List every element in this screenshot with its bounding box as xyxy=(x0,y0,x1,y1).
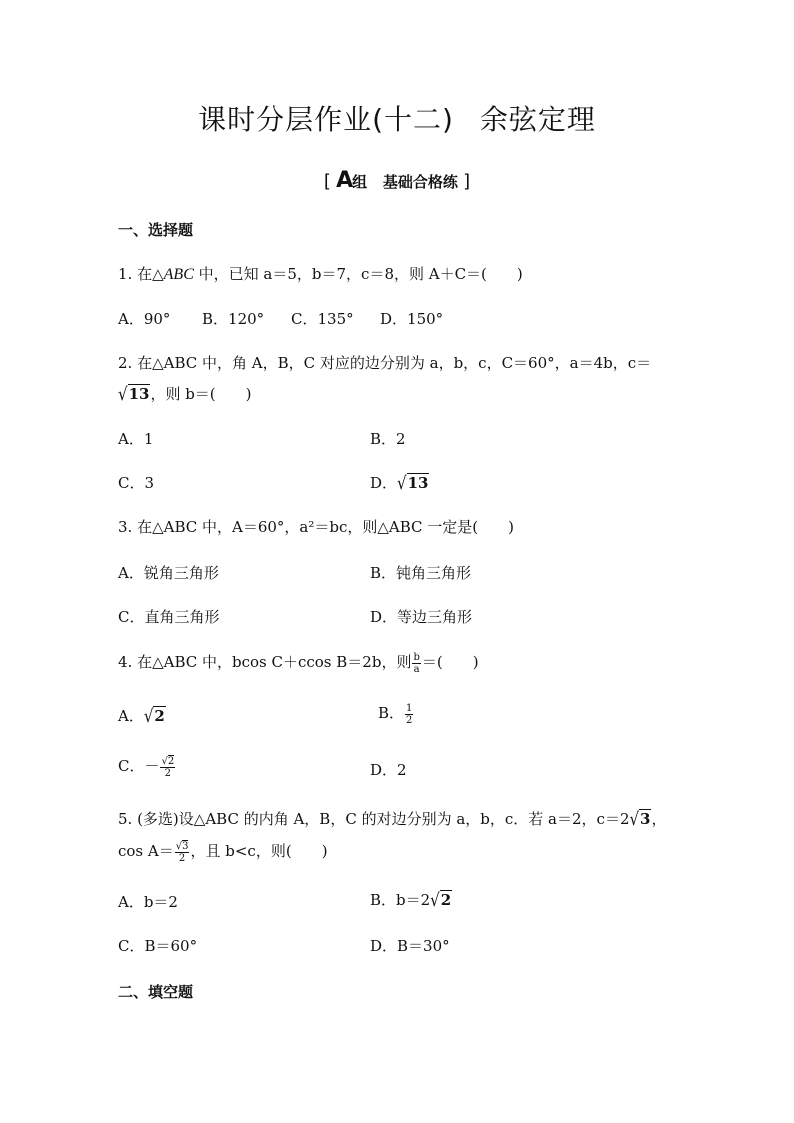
q4-option-d: D．2 xyxy=(370,761,407,779)
q5-frac-num: √3 xyxy=(175,840,189,852)
q2-line2-text: ，则 b＝( xyxy=(150,385,216,403)
q5-frac-den: 2 xyxy=(178,852,186,864)
q2-option-d xyxy=(370,472,429,493)
q5-option-d: D．B＝30° xyxy=(370,937,450,955)
question-1 xyxy=(118,263,523,284)
q4-option-c-label: C．－ xyxy=(118,757,160,775)
q5-option-c: C．B＝60° xyxy=(118,937,198,955)
q4-option-a-arg: 2 xyxy=(154,707,165,725)
q1-option-b: B．120° xyxy=(202,310,265,328)
q1-cond: a＝5，b＝7，c＝8，则 A＋C＝( xyxy=(263,265,487,283)
q2-option-c: C．3 xyxy=(118,474,155,492)
title-main: 课时分层作业(十二) xyxy=(198,103,454,136)
q2-option-d-label: D． xyxy=(370,474,398,492)
group-label: 组 xyxy=(352,173,368,191)
q4-option-c-arg: 2 xyxy=(167,755,175,767)
q4-option-c xyxy=(118,755,176,779)
group-open-bracket: [ xyxy=(323,171,331,192)
section-heading-fill: 二、填空题 xyxy=(118,983,194,1001)
q3-option-d: D．等边三角形 xyxy=(370,608,473,626)
q5-frac-num-arg: 3 xyxy=(182,840,189,852)
question-2-line-1: 2. 在△ABC 中，角 A，B，C 对应的边分别为 a，b，c，C＝60°，a＝4b，c＝ xyxy=(118,354,652,372)
q5-sqrt-3-arg: 3 xyxy=(640,810,651,828)
q3-close: ) xyxy=(508,518,514,536)
q4-option-a-label: A． xyxy=(118,707,144,725)
question-5-line-1 xyxy=(118,808,667,829)
q5-line1-end: ， xyxy=(651,810,667,828)
q4-option-c-den: 2 xyxy=(164,767,172,779)
q4-option-b-num: 1 xyxy=(406,702,413,714)
q2-sqrt-arg: 13 xyxy=(128,385,150,403)
group-close-bracket: ] xyxy=(463,171,471,192)
question-2-line-2 xyxy=(118,383,252,404)
q2-sqrt-13: √13 xyxy=(118,383,150,405)
q4-option-b-frac xyxy=(405,703,413,726)
q1-option-d: D．150° xyxy=(380,310,444,328)
q2-option-a: A．1 xyxy=(118,430,154,448)
title-topic: 余弦定理 xyxy=(479,103,596,136)
q3-option-c: C．直角三角形 xyxy=(118,608,220,626)
q4-option-b xyxy=(378,702,414,726)
q1-text-mid: 中，已知 xyxy=(193,265,264,283)
q4-line: 4. 在△ABC 中，bcos C＋ccos B＝2b，则 xyxy=(118,653,412,671)
q3-line: 3. 在△ABC 中，A＝60°，a²＝bc，则△ABC 一定是( xyxy=(118,518,479,536)
question-4 xyxy=(118,651,479,675)
page-title xyxy=(0,98,794,138)
q4-option-b-label: B． xyxy=(378,704,405,722)
group-letter: A xyxy=(336,168,353,193)
question-3 xyxy=(118,516,514,537)
q4-option-c-sqrt: √2 xyxy=(161,755,175,767)
q5-line2-pre: cos A＝ xyxy=(118,842,174,860)
q4-option-a-sqrt: √2 xyxy=(143,705,165,727)
group-heading xyxy=(0,168,794,193)
q5-sqrt-3: √3 xyxy=(629,808,651,830)
q4-option-c-frac xyxy=(160,756,175,779)
q1-text-pre: 在△ xyxy=(137,265,164,283)
q4-option-c-num xyxy=(160,756,175,768)
q1-option-c: C．135° xyxy=(291,310,354,328)
q3-option-a: A．锐角三角形 xyxy=(118,564,219,582)
q4-frac-num: b xyxy=(413,651,420,663)
q5-option-b-label: B．b＝2 xyxy=(370,891,431,909)
q3-option-b: B．钝角三角形 xyxy=(370,564,472,582)
question-5-line-2 xyxy=(118,840,328,864)
q1-close: ) xyxy=(516,265,523,283)
q1-num: 1. xyxy=(118,265,133,283)
q2-option-d-arg: 13 xyxy=(407,474,429,492)
q4-frac-den: a xyxy=(413,663,420,675)
q4-close: ) xyxy=(472,653,479,671)
q4-option-b-den: 2 xyxy=(406,714,413,726)
q4-tail: ＝( xyxy=(421,653,443,671)
q5-fraction xyxy=(175,841,190,864)
q1-option-a: A．90° xyxy=(118,310,171,328)
q5-option-b xyxy=(370,889,452,910)
q2-option-b: B．2 xyxy=(370,430,406,448)
q4-option-a xyxy=(118,705,166,726)
q5-line2-text: ，且 b<c，则( xyxy=(190,842,292,860)
q5-option-b-arg: 2 xyxy=(440,891,452,909)
q4-fraction xyxy=(412,652,420,675)
q5-close: ) xyxy=(321,842,328,860)
section-heading-choice: 一、选择题 xyxy=(118,221,194,239)
q2-close: ) xyxy=(245,385,252,403)
q5-line1: 5. (多选)设△ABC 的内角 A，B，C 的对边分别为 a，b，c．若 a＝2，c＝2 xyxy=(118,810,630,828)
group-name: 基础合格练 xyxy=(382,173,458,191)
q5-option-a: A．b＝2 xyxy=(118,893,178,911)
q1-triangle: ABC xyxy=(163,266,194,283)
q5-option-b-sqrt: √2 xyxy=(430,889,452,911)
q2-option-d-sqrt: √13 xyxy=(397,472,429,494)
